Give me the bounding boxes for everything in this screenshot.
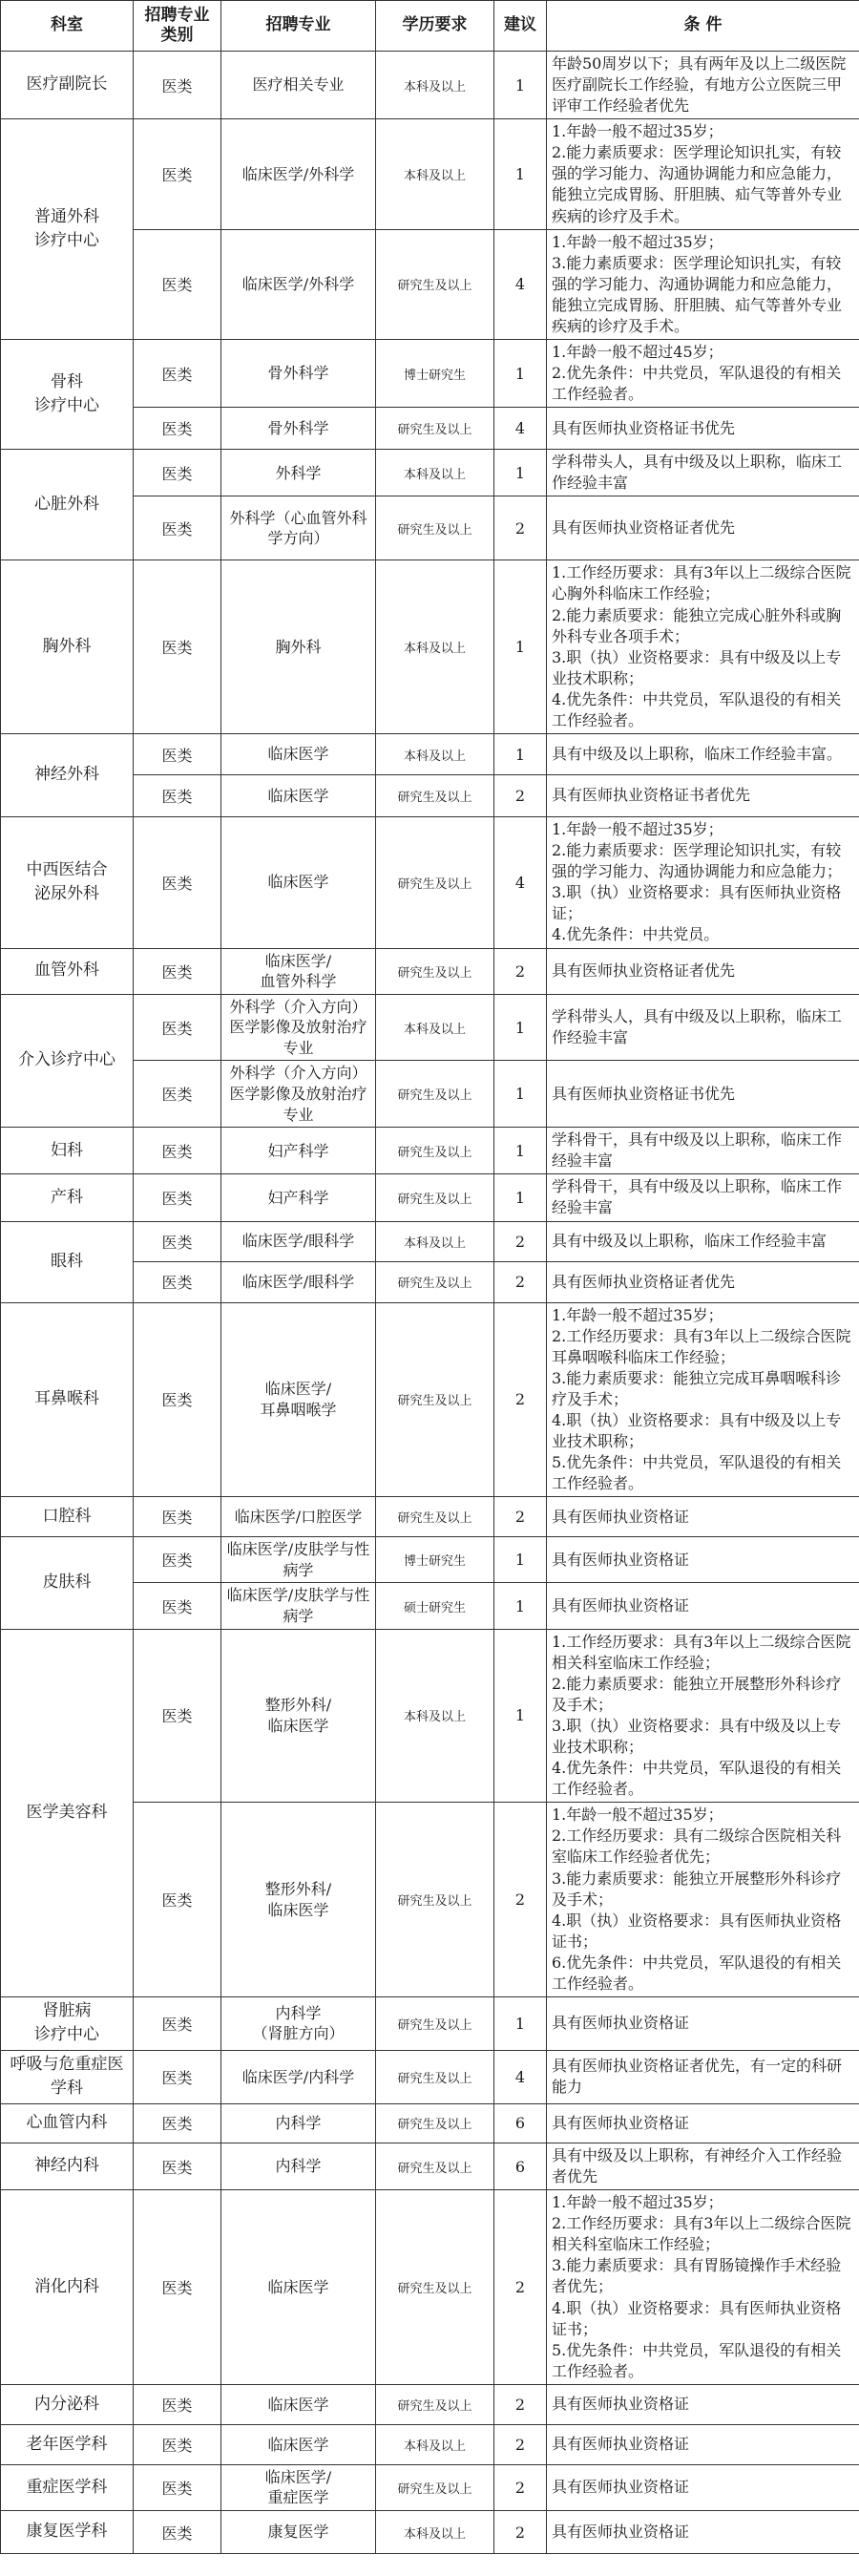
condition-line: 具有医师执业资格证: [552, 2113, 690, 2132]
conditions-cell: [547, 1128, 859, 1174]
count-cell: 1: [494, 994, 547, 1061]
condition-line: 具有中级及以上职称，临床工作经验丰富: [552, 1232, 828, 1251]
major-cell: 整形外科/ 临床医学: [221, 1803, 376, 1997]
count-cell: 1: [494, 1061, 547, 1128]
category-cell: 医类: [134, 1261, 221, 1302]
condition-line: 具有医师执业资格证者优先: [552, 518, 736, 538]
dept-cell: 口腔科: [1, 1497, 134, 1537]
conditions-cell: [547, 52, 859, 119]
condition-line: 具有中级及以上职称，有神经介入工作经验者优先: [552, 2145, 843, 2186]
condition-line: 3.职（执）业资格要求：具有中级及以上专业技术职称；: [552, 647, 842, 687]
conditions-cell: [547, 817, 859, 948]
category-cell: 医类: [134, 994, 221, 1061]
condition-line: 具有医师执业资格证书者优先: [552, 786, 751, 805]
dept-cell: 神经内科: [1, 2143, 134, 2189]
major-cell: 内科学: [221, 2103, 376, 2143]
category-cell: 医类: [134, 2464, 221, 2510]
condition-line: 1.年龄一般不超过35岁；: [552, 1805, 723, 1825]
major-cell: 临床医学: [221, 817, 376, 948]
education-cell: 研究生及以上: [376, 229, 494, 339]
condition-line: 4.职（执）业资格要求：具有医师执业资格证书；: [552, 1911, 842, 1951]
dept-cell: 胸外科: [1, 560, 134, 734]
category-cell: 医类: [134, 2384, 221, 2424]
category-cell: 医类: [134, 1803, 221, 1997]
table-row: [1, 2103, 859, 2143]
category-cell: 医类: [134, 450, 221, 496]
header-conditions: 条 件: [547, 1, 859, 52]
education-cell: 本科及以上: [376, 2511, 494, 2554]
education-cell: 本科及以上: [376, 2424, 494, 2464]
condition-line: 具有医师执业资格证书优先: [552, 1084, 736, 1103]
conditions-cell: [547, 1302, 859, 1497]
table-row: [1, 52, 859, 119]
count-cell: 1: [494, 560, 547, 734]
condition-line: 4.职（执）业资格要求：具有中级及以上专业技术职称；: [552, 1410, 842, 1451]
category-cell: 医类: [134, 1174, 221, 1221]
condition-line: 1.年龄一般不超过35岁；: [552, 1305, 723, 1324]
condition-line: 具有医师执业资格证: [552, 2395, 690, 2414]
conditions-cell: [547, 2143, 859, 2189]
major-cell: 妇产科学: [221, 1128, 376, 1174]
education-cell: 研究生及以上: [376, 1174, 494, 1221]
count-cell: 2: [494, 775, 547, 817]
conditions-cell: [547, 1583, 859, 1629]
major-cell: 医疗相关专业: [221, 52, 376, 119]
count-cell: 2: [494, 2464, 547, 2510]
category-cell: 医类: [134, 2143, 221, 2189]
category-cell: 医类: [134, 775, 221, 817]
major-cell: 临床医学/皮肤学与性病学: [221, 1537, 376, 1583]
major-cell: 临床医学: [221, 2424, 376, 2464]
major-cell: 胸外科: [221, 560, 376, 734]
table-row: [1, 1221, 859, 1261]
condition-line: 具有医师执业资格证者优先，有一定的科研能力: [552, 2057, 843, 2097]
major-cell: 临床医学/ 血管外科学: [221, 948, 376, 994]
major-cell: 临床医学: [221, 775, 376, 817]
count-cell: 1: [494, 119, 547, 229]
condition-line: 具有医师执业资格证者优先: [552, 1272, 736, 1291]
dept-cell: 产科: [1, 1174, 134, 1221]
conditions-cell: [547, 119, 859, 229]
condition-line: 3.职（执）业资格要求：具有中级及以上专业技术职称；: [552, 1716, 842, 1757]
major-cell: 外科学（介入方向）医学影像及放射治疗专业: [221, 1061, 376, 1128]
table-row: [1, 450, 859, 496]
count-cell: 4: [494, 817, 547, 948]
education-cell: 博士研究生: [376, 340, 494, 408]
education-cell: 本科及以上: [376, 119, 494, 229]
major-cell: 临床医学/ 重症医学: [221, 2464, 376, 2510]
condition-line: 4.职（执）业资格要求：具有医师执业资格证书；: [552, 2298, 842, 2338]
education-cell: 本科及以上: [376, 734, 494, 775]
major-cell: 临床医学: [221, 2190, 376, 2385]
condition-line: 1.年龄一般不超过35岁；: [552, 232, 723, 251]
count-cell: 2: [494, 2190, 547, 2385]
category-cell: 医类: [134, 1583, 221, 1629]
major-cell: 骨外科学: [221, 408, 376, 450]
dept-cell: 重症医学科: [1, 2464, 134, 2510]
category-cell: 医类: [134, 1629, 221, 1803]
count-cell: 1: [494, 52, 547, 119]
count-cell: 1: [494, 340, 547, 408]
dept-cell: 眼科: [1, 1221, 134, 1302]
category-cell: 医类: [134, 1497, 221, 1537]
major-cell: 临床医学/皮肤学与性病学: [221, 1583, 376, 1629]
category-cell: 医类: [134, 948, 221, 994]
condition-line: 3.能力素质要求：能独立完成耳鼻咽喉科诊疗及手术；: [552, 1368, 842, 1408]
conditions-cell: [547, 2103, 859, 2143]
conditions-cell: [547, 2190, 859, 2385]
count-cell: 2: [494, 1261, 547, 1302]
table-row: [1, 994, 859, 1061]
table-row: [1, 340, 859, 408]
count-cell: 1: [494, 1996, 547, 2050]
major-cell: 临床医学/外科学: [221, 119, 376, 229]
dept-cell: 皮肤科: [1, 1537, 134, 1629]
category-cell: 医类: [134, 2190, 221, 2385]
conditions-cell: [547, 2384, 859, 2424]
count-cell: 4: [494, 229, 547, 339]
table-row: [1, 119, 859, 229]
major-cell: 骨外科学: [221, 340, 376, 408]
education-cell: 研究生及以上: [376, 2190, 494, 2385]
count-cell: 2: [494, 1302, 547, 1497]
table-row: [1, 2050, 859, 2103]
header-education: 学历要求: [376, 1, 494, 52]
conditions-cell: [547, 408, 859, 450]
condition-line: 具有医师执业资格证: [552, 1550, 690, 1569]
major-cell: 临床医学: [221, 734, 376, 775]
table-row: [1, 560, 859, 734]
condition-line: 具有医师执业资格证者优先: [552, 961, 736, 981]
condition-line: 具有医师执业资格证书优先: [552, 418, 736, 437]
count-cell: 1: [494, 1174, 547, 1221]
conditions-cell: [547, 734, 859, 775]
count-cell: 6: [494, 2103, 547, 2143]
conditions-cell: [547, 229, 859, 339]
education-cell: 本科及以上: [376, 450, 494, 496]
header-dept: 科室: [1, 1, 134, 52]
table-body: [1, 52, 859, 2554]
condition-line: 2.优先条件：中共党员，军队退役的有相关工作经验者。: [552, 364, 842, 404]
dept-cell: 骨科 诊疗中心: [1, 340, 134, 450]
conditions-cell: [547, 2464, 859, 2510]
education-cell: 研究生及以上: [376, 1803, 494, 1997]
category-cell: 医类: [134, 2511, 221, 2554]
major-cell: 康复医学: [221, 2511, 376, 2554]
major-cell: 外科学（心血管外科学方向）: [221, 496, 376, 560]
table-row: [1, 1302, 859, 1497]
table-row: [1, 1497, 859, 1537]
category-cell: 医类: [134, 817, 221, 948]
header-count: 建议: [494, 1, 547, 52]
major-cell: 临床医学: [221, 2384, 376, 2424]
condition-line: 具有医师执业资格证: [552, 2522, 690, 2541]
conditions-cell: [547, 2424, 859, 2464]
table-row: [1, 2464, 859, 2510]
major-cell: 外科学（介入方向）医学影像及放射治疗专业: [221, 994, 376, 1061]
conditions-cell: [547, 450, 859, 496]
major-cell: 临床医学/眼科学: [221, 1261, 376, 1302]
conditions-cell: [547, 948, 859, 994]
conditions-cell: [547, 775, 859, 817]
conditions-cell: [547, 2511, 859, 2554]
category-cell: 医类: [134, 340, 221, 408]
category-cell: 医类: [134, 119, 221, 229]
dept-cell: 医学美容科: [1, 1629, 134, 1996]
conditions-cell: [547, 1261, 859, 1302]
conditions-cell: [547, 340, 859, 408]
education-cell: 研究生及以上: [376, 1128, 494, 1174]
count-cell: 2: [494, 1221, 547, 1261]
major-cell: 临床医学/眼科学: [221, 1221, 376, 1261]
category-cell: 医类: [134, 1128, 221, 1174]
condition-line: 1.工作经历要求：具有3年以上二级综合医院相关科室临床工作经验；: [552, 1632, 851, 1672]
table-row: [1, 1629, 859, 1803]
condition-line: 2.工作经历要求：具有3年以上二级综合医院相关科室临床工作经验；: [552, 2214, 851, 2254]
count-cell: 4: [494, 408, 547, 450]
table-row: [1, 2424, 859, 2464]
education-cell: 本科及以上: [376, 52, 494, 119]
major-cell: 临床医学/口腔医学: [221, 1497, 376, 1537]
condition-line: 1.工作经历要求：具有3年以上二级综合医院心胸外科临床工作经验；: [552, 563, 851, 603]
dept-cell: 康复医学科: [1, 2511, 134, 2554]
header-category: 招聘专业类别: [134, 1, 221, 52]
education-cell: 研究生及以上: [376, 948, 494, 994]
dept-cell: 血管外科: [1, 948, 134, 994]
condition-line: 3.能力素质要求：医学理论知识扎实，有较强的学习能力、沟通协调能力和应急能力，能独立完成胃肠、肝胆胰、疝气等普外专业疾病的诊疗及手术。: [552, 253, 843, 335]
major-cell: 临床医学/外科学: [221, 229, 376, 339]
table-row: [1, 948, 859, 994]
condition-line: 2.工作经历要求：具有3年以上二级综合医院耳鼻咽喉科临床工作经验；: [552, 1326, 851, 1366]
education-cell: 研究生及以上: [376, 1302, 494, 1497]
education-cell: 本科及以上: [376, 1221, 494, 1261]
condition-line: 5.优先条件：中共党员，军队退役的有相关工作经验者。: [552, 1453, 842, 1493]
conditions-cell: [547, 1221, 859, 1261]
condition-line: 1.年龄一般不超过35岁；: [552, 820, 723, 839]
major-cell: 妇产科学: [221, 1174, 376, 1221]
conditions-cell: [547, 1629, 859, 1803]
dept-cell: 消化内科: [1, 2190, 134, 2385]
education-cell: 研究生及以上: [376, 1996, 494, 2050]
conditions-cell: [547, 2050, 859, 2103]
count-cell: 2: [494, 1497, 547, 1537]
condition-line: 1.年龄一般不超过45岁；: [552, 343, 723, 362]
count-cell: 2: [494, 1803, 547, 1997]
category-cell: 医类: [134, 2424, 221, 2464]
condition-line: 具有医师执业资格证: [552, 1596, 690, 1615]
category-cell: 医类: [134, 734, 221, 775]
condition-line: 3.职（执）业资格要求：具有医师执业资格证；: [552, 883, 842, 923]
education-cell: 研究生及以上: [376, 1497, 494, 1537]
education-cell: 本科及以上: [376, 560, 494, 734]
condition-line: 具有医师执业资格证: [552, 2435, 690, 2454]
education-cell: 研究生及以上: [376, 408, 494, 450]
condition-line: 具有医师执业资格证: [552, 1507, 690, 1526]
education-cell: 研究生及以上: [376, 2050, 494, 2103]
condition-line: 具有医师执业资格证: [552, 2014, 690, 2033]
count-cell: 1: [494, 450, 547, 496]
condition-line: 2.能力素质要求：医学理论知识扎实，有较强的学习能力、沟通协调能力和应急能力；: [552, 841, 843, 881]
education-cell: 本科及以上: [376, 994, 494, 1061]
category-cell: 医类: [134, 1221, 221, 1261]
education-cell: 研究生及以上: [376, 496, 494, 560]
count-cell: 2: [494, 496, 547, 560]
condition-line: 4.优先条件：中共党员，军队退役的有相关工作经验者。: [552, 1759, 842, 1799]
condition-line: 2.能力素质要求：能独立开展整形外科诊疗及手术；: [552, 1674, 842, 1714]
conditions-cell: [547, 1061, 859, 1128]
education-cell: 研究生及以上: [376, 2143, 494, 2189]
category-cell: 医类: [134, 1537, 221, 1583]
count-cell: 2: [494, 2424, 547, 2464]
table-row: [1, 1174, 859, 1221]
header-major: 招聘专业: [221, 1, 376, 52]
condition-line: 6.优先条件：中共党员，军队退役的有相关工作经验者。: [552, 1953, 842, 1993]
condition-line: 具有中级及以上职称，临床工作经验丰富。: [552, 744, 843, 763]
table-row: [1, 2384, 859, 2424]
table-row: [1, 2143, 859, 2189]
condition-line: 4.优先条件：中共党员。: [552, 925, 720, 944]
condition-line: 2.能力素质要求：能独立完成心脏外科或胸外科专业各项手术；: [552, 605, 842, 645]
education-cell: 博士研究生: [376, 1537, 494, 1583]
condition-line: 学科带头人，具有中级及以上职称，临床工作经验丰富: [552, 453, 843, 493]
count-cell: 1: [494, 1629, 547, 1803]
dept-cell: 普通外科 诊疗中心: [1, 119, 134, 340]
dept-cell: 心血管内科: [1, 2103, 134, 2143]
education-cell: 研究生及以上: [376, 775, 494, 817]
condition-line: 1.年龄一般不超过35岁；: [552, 122, 723, 141]
table-row: [1, 817, 859, 948]
education-cell: 硕士研究生: [376, 1583, 494, 1629]
category-cell: 医类: [134, 496, 221, 560]
dept-cell: 介入诊疗中心: [1, 994, 134, 1128]
condition-line: 年龄50周岁以下；具有两年及以上二级医院医疗副院长工作经验，有地方公立医院三甲评审工作经验者优先: [552, 54, 847, 116]
category-cell: 医类: [134, 229, 221, 339]
dept-cell: 神经外科: [1, 734, 134, 817]
conditions-cell: [547, 1803, 859, 1997]
table-row: [1, 1996, 859, 2050]
dept-cell: 老年医学科: [1, 2424, 134, 2464]
count-cell: 1: [494, 1537, 547, 1583]
category-cell: 医类: [134, 1061, 221, 1128]
category-cell: 医类: [134, 2050, 221, 2103]
count-cell: 1: [494, 734, 547, 775]
conditions-cell: [547, 560, 859, 734]
condition-line: 3.能力素质要求：能独立开展整形外科诊疗及手术；: [552, 1869, 842, 1909]
count-cell: 1: [494, 1128, 547, 1174]
header-row: [1, 1, 859, 52]
education-cell: 研究生及以上: [376, 2384, 494, 2424]
table-row: [1, 734, 859, 775]
count-cell: 2: [494, 2511, 547, 2554]
conditions-cell: [547, 1996, 859, 2050]
dept-cell: 心脏外科: [1, 450, 134, 560]
education-cell: 研究生及以上: [376, 817, 494, 948]
education-cell: 研究生及以上: [376, 2464, 494, 2510]
category-cell: 医类: [134, 2103, 221, 2143]
table-row: [1, 1537, 859, 1583]
table-row: [1, 1128, 859, 1174]
education-cell: 研究生及以上: [376, 1261, 494, 1302]
condition-line: 2.工作经历要求：具有二级综合医院相关科室临床工作经验者优先；: [552, 1826, 842, 1867]
condition-line: 5.优先条件：中共党员，军队退役的有相关工作经验者。: [552, 2340, 842, 2380]
count-cell: 2: [494, 948, 547, 994]
dept-cell: 肾脏病 诊疗中心: [1, 1996, 134, 2050]
major-cell: 外科学: [221, 450, 376, 496]
education-cell: 研究生及以上: [376, 2103, 494, 2143]
condition-line: 1.年龄一般不超过35岁；: [552, 2193, 723, 2212]
conditions-cell: [547, 1537, 859, 1583]
category-cell: 医类: [134, 408, 221, 450]
major-cell: 整形外科/ 临床医学: [221, 1629, 376, 1803]
table-row: [1, 2190, 859, 2385]
education-cell: 研究生及以上: [376, 1061, 494, 1128]
condition-line: 具有医师执业资格证: [552, 2478, 690, 2497]
condition-line: 2.能力素质要求：医学理论知识扎实，有较强的学习能力、沟通协调能力和应急能力，能独立完成胃肠、肝胆胰、疝气等普外专业疾病的诊疗及手术。: [552, 143, 843, 225]
major-cell: 内科学 （肾脏方向）: [221, 1996, 376, 2050]
dept-cell: 医疗副院长: [1, 52, 134, 119]
condition-line: 学科带头人，具有中级及以上职称，临床工作经验丰富: [552, 1007, 843, 1047]
conditions-cell: [547, 496, 859, 560]
count-cell: 2: [494, 2384, 547, 2424]
conditions-cell: [547, 994, 859, 1061]
condition-line: 4.优先条件：中共党员，军队退役的有相关工作经验者。: [552, 689, 842, 729]
education-cell: 本科及以上: [376, 1629, 494, 1803]
dept-cell: 耳鼻喉科: [1, 1302, 134, 1497]
dept-cell: 内分泌科: [1, 2384, 134, 2424]
category-cell: 医类: [134, 52, 221, 119]
category-cell: 医类: [134, 1302, 221, 1497]
condition-line: 3.能力素质要求：具有胃肠镜操作手术经验者优先；: [552, 2256, 842, 2296]
condition-line: 学科骨干，具有中级及以上职称，临床工作经验丰富: [552, 1177, 843, 1217]
condition-line: 学科骨干，具有中级及以上职称，临床工作经验丰富: [552, 1130, 843, 1171]
conditions-cell: [547, 1497, 859, 1537]
count-cell: 6: [494, 2143, 547, 2189]
conditions-cell: [547, 1174, 859, 1221]
category-cell: 医类: [134, 1996, 221, 2050]
major-cell: 内科学: [221, 2143, 376, 2189]
major-cell: 临床医学/ 耳鼻咽喉学: [221, 1302, 376, 1497]
count-cell: 1: [494, 1583, 547, 1629]
dept-cell: 妇科: [1, 1128, 134, 1174]
count-cell: 4: [494, 2050, 547, 2103]
dept-cell: 呼吸与危重症医学科: [1, 2050, 134, 2103]
category-cell: 医类: [134, 560, 221, 734]
table-row: [1, 2511, 859, 2554]
dept-cell: 中西医结合 泌尿外科: [1, 817, 134, 948]
major-cell: 临床医学/内科学: [221, 2050, 376, 2103]
